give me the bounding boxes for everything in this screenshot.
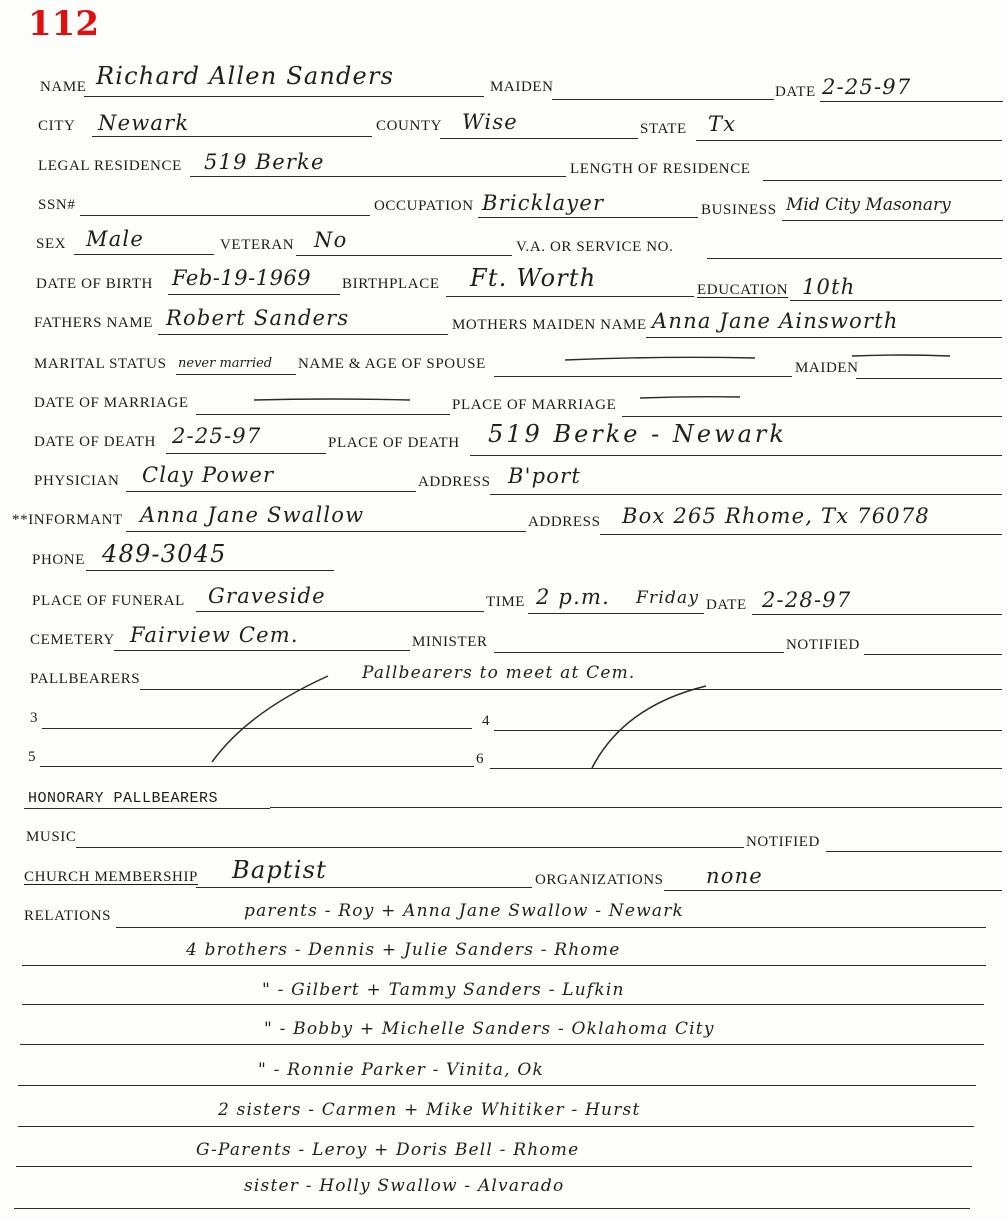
honorary-pallbearers-line [270,807,1002,808]
spouse-maiden-dash-stroke [852,355,950,356]
education-label: EDUCATION [697,282,789,298]
organizations-value: none [706,864,763,888]
sex-line [74,254,214,255]
physician-line [126,491,416,492]
date-of-death-label: DATE OF DEATH [34,434,156,450]
state-line [696,140,1002,141]
cemetery-value: Fairview Cem. [130,623,299,647]
physician-label: PHYSICIAN [34,473,120,489]
pallbearers-value: Pallbearers to meet at Cem. [362,663,636,683]
music-notified-line [826,851,1002,852]
relation-entry-8: sister - Holly Swallow - Alvarado [244,1176,565,1196]
birthplace-label: BIRTHPLACE [342,276,440,292]
relations-label: RELATIONS [24,908,112,924]
date-of-death-value: 2-25-97 [172,424,262,448]
date-label: DATE [775,84,816,100]
fathers-name-label: FATHERS NAME [34,315,154,331]
relations-line-7 [16,1166,972,1167]
spouse-maiden-line [856,378,1002,379]
date-of-birth-value: Feb-19-1969 [172,266,312,290]
relations-line-2 [22,965,986,966]
birthplace-value: Ft. Worth [470,264,597,292]
notified-line [864,654,1002,655]
occupation-line [478,217,698,218]
informant-address-label: ADDRESS [528,514,601,530]
honorary-pallbearers-underline [24,808,270,809]
va-service-no-label: V.A. OR SERVICE NO. [516,239,674,255]
legal-residence-label: LEGAL RESIDENCE [38,158,182,174]
length-of-residence-line [763,180,1002,181]
spouse-maiden-label: MAIDEN [795,360,859,376]
sex-value: Male [86,227,144,251]
place-of-funeral-value: Graveside [208,584,326,608]
organizations-line [664,890,1002,891]
business-line [782,220,1003,221]
date-of-death-line [166,453,326,454]
church-membership-value: Baptist [232,856,327,884]
page-number: 112 [28,4,99,44]
informant-label: **INFORMANT [12,512,123,528]
relation-entry-4: " - Bobby + Michelle Sanders - Oklahoma City [264,1019,715,1039]
place-of-marriage-label: PLACE OF MARRIAGE [452,397,617,413]
relations-line-1 [116,927,986,928]
time-day-value: Friday [636,588,700,608]
informant-line [126,531,526,532]
fathers-name-value: Robert Sanders [166,306,350,330]
church-membership-line [196,887,532,888]
pallbearers-slash-right [592,686,706,768]
business-label: BUSINESS [701,202,777,218]
funeral-date-value: 2-28-97 [762,588,852,612]
honorary-pallbearers-label: HONORARY PALLBEARERS [28,790,219,807]
legal-residence-line [190,176,566,177]
state-value: Tx [708,112,737,136]
relation-entry-1: parents - Roy + Anna Jane Swallow - Newark [244,901,685,921]
funeral-date-label: DATE [706,597,747,613]
church-membership-label: CHURCH MEMBERSHIP [24,869,198,885]
time-line [528,613,704,614]
pallbearer-5-line [40,766,474,767]
pallbearer-4-label: 4 [482,713,491,729]
informant-address-line [600,534,1002,535]
relations-line-6 [18,1126,974,1127]
city-label: CITY [38,118,76,134]
marital-status-value: never married [178,356,273,371]
place-of-death-label: PLACE OF DEATH [328,435,460,451]
state-label: STATE [640,121,687,137]
education-value: 10th [802,275,856,299]
funeral-date-line [752,614,1002,615]
phone-value: 489-3045 [102,540,227,568]
place-of-death-value: 519 Berke - Newark [488,420,787,448]
veteran-label: VETERAN [220,237,295,253]
mothers-maiden-name-label: MOTHERS MAIDEN NAME [452,317,647,333]
physician-address-label: ADDRESS [418,474,491,490]
name-line [84,96,484,97]
occupation-label: OCCUPATION [374,198,474,214]
business-value: Mid City Masonary [786,195,951,215]
relations-line-8 [14,1208,970,1209]
minister-line [494,652,784,653]
pallbearer-4-line [494,730,1002,731]
physician-address-value: B'port [508,464,581,488]
date-of-birth-line [168,294,340,295]
pallbearer-5-label: 5 [28,749,37,765]
name-value: Richard Allen Sanders [96,62,395,90]
date-of-marriage-label: DATE OF MARRIAGE [34,395,189,411]
pallbearer-3-label: 3 [30,710,39,726]
mothers-maiden-name-value: Anna Jane Ainsworth [652,309,899,333]
physician-value: Clay Power [142,463,275,487]
fathers-name-line [158,334,448,335]
spouse-dash-stroke [565,357,755,360]
time-value: 2 p.m. [536,585,610,609]
pallbearer-3-line [42,728,472,729]
informant-address-value: Box 265 Rhome, Tx 76078 [622,504,930,528]
date-line [820,101,1003,102]
date-of-marriage-line [196,414,450,415]
name-label: NAME [40,79,87,95]
relations-line-4 [20,1044,984,1045]
phone-line [86,570,334,571]
education-line [790,300,1002,301]
marital-status-line [176,374,296,375]
spouse-line [494,376,792,377]
date-of-birth-label: DATE OF BIRTH [36,276,153,292]
relation-entry-3: " - Gilbert + Tammy Sanders - Lufkin [262,980,625,1000]
county-label: COUNTY [376,118,443,134]
occupation-value: Bricklayer [482,191,605,215]
spouse-name-age-label: NAME & AGE OF SPOUSE [298,356,486,372]
length-of-residence-label: LENGTH OF RESIDENCE [570,161,751,177]
place-of-marriage-line [622,416,1002,417]
marital-status-label: MARITAL STATUS [34,356,167,372]
relation-entry-6: 2 sisters - Carmen + Mike Whitiker - Hurst [218,1100,641,1120]
ssn-line [80,215,370,216]
date-value: 2-25-97 [822,75,912,99]
relations-line-3 [22,1004,984,1005]
sex-label: SEX [36,236,67,252]
relation-entry-2: 4 brothers - Dennis + Julie Sanders - Rhome [186,940,621,960]
veteran-value: No [314,228,348,252]
city-line [92,136,372,137]
marriage-date-dash-stroke [254,399,410,400]
marriage-place-dash-stroke [640,397,740,398]
physician-address-line [490,494,1002,495]
pallbearers-line [140,689,1002,690]
informant-value: Anna Jane Swallow [140,503,365,527]
music-label: MUSIC [26,829,77,845]
minister-label: MINISTER [412,634,488,650]
place-of-funeral-label: PLACE OF FUNERAL [32,593,185,609]
place-of-funeral-line [196,611,484,612]
place-of-death-line [470,455,1002,456]
city-value: Newark [98,111,190,135]
ssn-label: SSN# [38,197,76,213]
relation-entry-5: " - Ronnie Parker - Vinita, Ok [258,1060,544,1080]
maiden-label: MAIDEN [490,79,554,95]
county-line [440,138,638,139]
pallbearers-label: PALLBEARERS [30,671,141,687]
pallbearer-6-line [490,768,1002,769]
notified-label: NOTIFIED [786,637,860,653]
cemetery-line [114,650,410,651]
cemetery-label: CEMETERY [30,632,115,648]
relation-entry-7: G-Parents - Leroy + Doris Bell - Rhome [196,1140,580,1160]
mothers-maiden-name-line [646,337,1002,338]
organizations-label: ORGANIZATIONS [535,872,664,888]
music-notified-label: NOTIFIED [746,834,820,850]
music-line [76,847,744,848]
time-label: TIME [486,594,526,610]
va-service-no-line [707,258,1002,259]
relations-line-5 [18,1085,976,1086]
phone-label: PHONE [32,552,86,568]
maiden-line [552,99,774,100]
veteran-line [296,255,512,256]
legal-residence-value: 519 Berke [204,150,325,174]
county-value: Wise [462,110,518,134]
pallbearer-6-label: 6 [476,751,485,767]
birthplace-line [446,296,694,297]
